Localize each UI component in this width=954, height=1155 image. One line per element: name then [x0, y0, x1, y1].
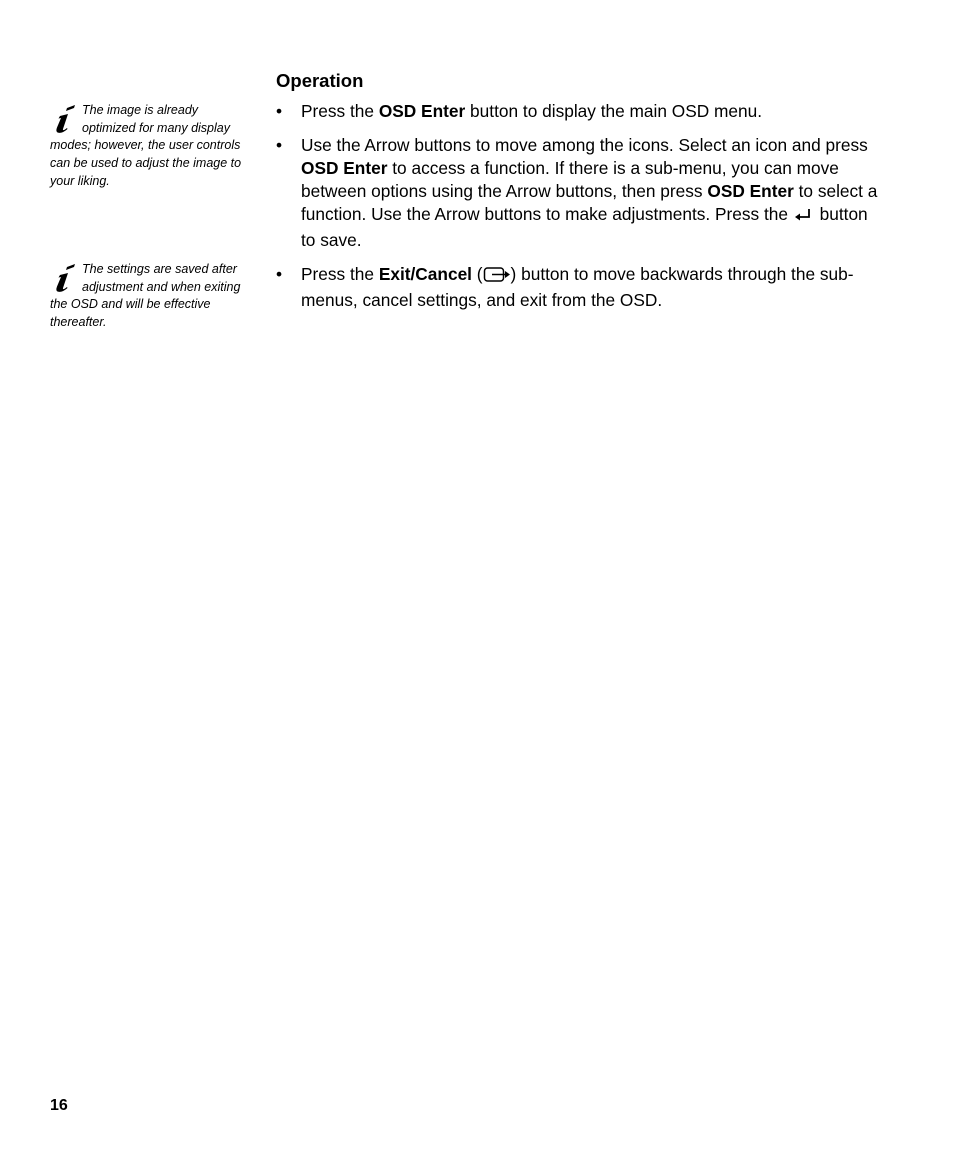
button-name: OSD Enter: [707, 181, 794, 201]
bullet: •: [276, 101, 283, 121]
note-text: The settings are saved after adjustment and when exiting the OSD and will be effective thereafter.: [50, 262, 241, 330]
item-text: Press the: [301, 264, 379, 284]
item-text: ) button to move backwards through the sub-menus, cancel settings, and exit from the OSD.: [301, 264, 854, 310]
item-text: to select a function. Use the Arrow buttons to make adjustments. Press the: [301, 181, 878, 224]
section-heading: Operation: [276, 70, 364, 91]
item-text: button to save.: [301, 204, 868, 250]
enter-arrow-icon: [793, 206, 815, 229]
page-number: 16: [50, 1097, 68, 1114]
item-text: Press the: [301, 101, 379, 121]
info-icon: [50, 263, 82, 293]
exit-icon: [483, 265, 511, 289]
info-icon: [50, 104, 82, 134]
item-text: Use the Arrow buttons to move among the icons. Select an icon and press: [301, 135, 868, 155]
button-name: OSD Enter: [301, 158, 388, 178]
button-name: OSD Enter: [378, 101, 466, 121]
note-settings-saved: [50, 261, 252, 332]
list-item: [276, 134, 886, 252]
operation-list: [276, 100, 886, 323]
bullet: •: [276, 264, 283, 284]
note-image-optimized: [50, 102, 252, 191]
button-name: Exit/Cancel: [378, 264, 472, 284]
list-item: [276, 263, 886, 312]
bullet: •: [276, 135, 283, 155]
item-text: to access a function. If there is a sub-menu, you can move between options using the Arrow buttons, then press: [301, 158, 839, 201]
item-text: (: [471, 264, 483, 284]
note-text: The image is already optimized for many display modes; however, the user controls can be used to adjust the image to your liking.: [50, 103, 242, 188]
item-text: button to display the main OSD menu.: [465, 101, 763, 121]
list-item: [276, 100, 886, 123]
